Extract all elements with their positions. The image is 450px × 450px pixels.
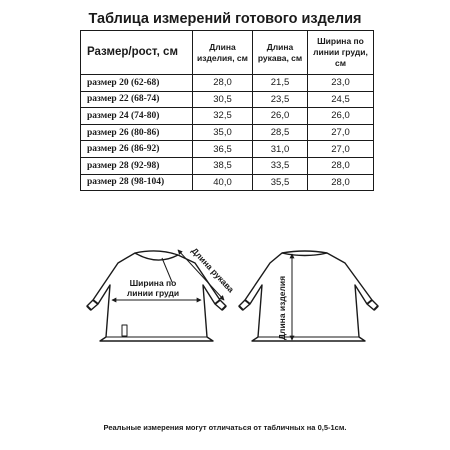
length-cell: 30,5 [193, 91, 253, 108]
chest-cell: 28,0 [308, 174, 374, 191]
size-cell: размер 26 (86-92) [81, 141, 193, 158]
sleeve-cell: 28,5 [253, 124, 308, 141]
size-cell: размер 24 (74-80) [81, 108, 193, 125]
chest-label-line2: линии груди [126, 288, 180, 298]
footnote: Реальные измерения могут отличаться от табличных на 0,5-1см. [103, 423, 347, 432]
length-cell: 35,0 [193, 124, 253, 141]
header-sleeve: Длина рукава, см [253, 31, 308, 75]
size-cell: размер 26 (80-86) [81, 124, 193, 141]
header-length: Длина изделия, см [193, 31, 253, 75]
length-label: Длина изделия [277, 275, 287, 340]
size-cell: размер 22 (68-74) [81, 91, 193, 108]
chest-cell: 28,0 [308, 157, 374, 174]
sleeve-cell: 23,5 [253, 91, 308, 108]
size-cell: размер 28 (92-98) [81, 157, 193, 174]
length-cell: 32,5 [193, 108, 253, 125]
chest-cell: 23,0 [308, 75, 374, 92]
size-cell: размер 20 (62-68) [81, 75, 193, 92]
length-cell: 28,0 [193, 75, 253, 92]
length-cell: 36,5 [193, 141, 253, 158]
page-title: Таблица измерений готового изделия [88, 11, 362, 27]
chest-label-line1: Ширина по [129, 278, 177, 288]
sleeve-cell: 35,5 [253, 174, 308, 191]
sleeve-cell: 21,5 [253, 75, 308, 92]
chest-cell: 26,0 [308, 108, 374, 125]
sleeve-cell: 31,0 [253, 141, 308, 158]
chest-cell: 27,0 [308, 124, 374, 141]
header-size: Размер/рост, см [81, 31, 193, 75]
sleeve-cell: 26,0 [253, 108, 308, 125]
chest-cell: 24,5 [308, 91, 374, 108]
length-cell: 38,5 [193, 157, 253, 174]
back-shirt-illustration [239, 251, 378, 341]
chest-cell: 27,0 [308, 141, 374, 158]
sleeve-cell: 33,5 [253, 157, 308, 174]
size-cell: размер 28 (98-104) [81, 174, 193, 191]
length-cell: 40,0 [193, 174, 253, 191]
header-chest: Ширина по линии груди, см [308, 31, 374, 75]
sleeve-length-label: Длина рукава [189, 245, 237, 295]
